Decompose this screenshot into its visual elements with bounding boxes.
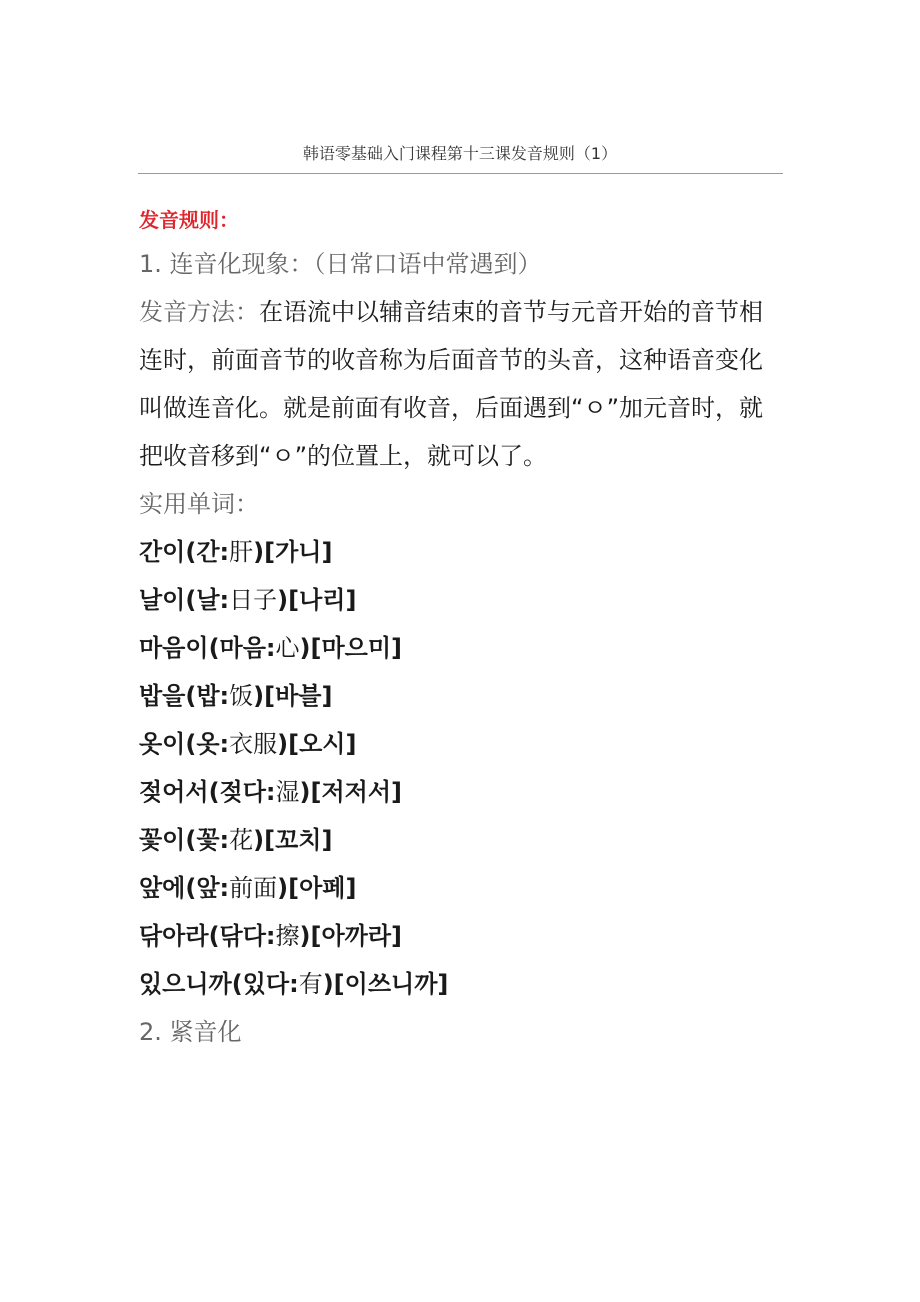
vocab-pronunciation: [바블] <box>264 682 333 710</box>
vocab-word: 마음이 <box>139 634 209 662</box>
point-1-note: （日常口语中常遇到） <box>313 250 542 278</box>
vocab-pronunciation: [가니] <box>264 538 333 566</box>
vocab-word: 앞에 <box>139 874 186 902</box>
vocab-root: 밥 <box>196 682 220 710</box>
vocab-pronunciation: [나리] <box>288 586 357 614</box>
vocab-pronunciation: [꼬치] <box>264 826 333 854</box>
vocab-root: 꽃 <box>196 826 220 854</box>
vocab-meaning: 有 <box>298 970 323 998</box>
vocab-item: 옷이(옷:衣服)[오시] <box>139 730 357 758</box>
vocab-meaning: 湿 <box>275 778 300 806</box>
vocab-item: 닦아라(닦다:擦)[아까라] <box>139 922 402 950</box>
header-divider <box>138 173 783 174</box>
vocab-meaning: 心 <box>275 634 300 662</box>
vocab-meaning: 前面 <box>229 874 278 902</box>
vocab-root: 간 <box>196 538 220 566</box>
point-2-number: 2. <box>139 1018 162 1046</box>
vocab-word: 밥을 <box>139 682 186 710</box>
vocab-meaning: 花 <box>229 826 254 854</box>
vocab-word: 날이 <box>139 586 186 614</box>
section-title: 发音规则： <box>139 208 239 232</box>
document-body <box>139 200 779 1056</box>
vocab-item: 마음이(마음:心)[마으미] <box>139 634 402 662</box>
method-label: 发音方法： <box>139 298 259 326</box>
vocab-item: 간이(간:肝)[가니] <box>139 538 333 566</box>
vocab-word: 젖어서 <box>139 778 209 806</box>
vocab-item: 있으니까(있다:有)[이쓰니까] <box>139 970 449 998</box>
vocab-meaning: 擦 <box>275 922 300 950</box>
vocab-root: 젖다 <box>219 778 266 806</box>
vocab-meaning: 衣服 <box>229 730 278 758</box>
method-text: 在语流中以辅音结束的音节与元音开始的音节相连时，前面音节的收音称为后面音节的头音，这种语音变化叫做连音化。就是前面有收音，后面遇到“ㅇ”加元音时，就把收音移到“ㅇ”的位置上，就可以了。 <box>139 298 764 470</box>
vocab-root: 있다 <box>242 970 290 998</box>
vocab-word: 있으니까 <box>139 970 232 998</box>
vocab-item: 앞에(앞:前面)[아페] <box>139 874 357 902</box>
vocab-root: 앞 <box>196 874 220 902</box>
vocab-root: 날 <box>196 586 220 614</box>
vocab-list <box>139 528 779 1008</box>
vocab-meaning: 日子 <box>229 586 278 614</box>
vocab-pronunciation: [아까라] <box>310 922 402 950</box>
page-header-title: 韩语零基础入门课程第十三课发音规则（1） <box>302 144 618 163</box>
method-paragraph <box>139 288 779 480</box>
point-1-heading <box>139 240 779 288</box>
vocab-word: 꽃이 <box>139 826 186 854</box>
point-1-title: 连音化现象： <box>169 250 314 278</box>
vocab-root: 닦다 <box>219 922 266 950</box>
point-2-title: 紧音化 <box>169 1018 242 1046</box>
vocab-item: 밥을(밥:饭)[바블] <box>139 682 333 710</box>
vocab-pronunciation: [이쓰니까] <box>333 970 449 998</box>
vocab-pronunciation: [저저서] <box>310 778 402 806</box>
vocab-label: 实用单词： <box>139 490 259 518</box>
vocab-root: 옷 <box>196 730 220 758</box>
vocab-pronunciation: [아페] <box>288 874 357 902</box>
vocab-word: 닦아라 <box>139 922 209 950</box>
vocab-word: 간이 <box>139 538 186 566</box>
vocab-item: 날이(날:日子)[나리] <box>139 586 357 614</box>
vocab-root: 마음 <box>219 634 266 662</box>
vocab-meaning: 肝 <box>229 538 254 566</box>
point-2-heading <box>139 1008 779 1056</box>
vocab-pronunciation: [오시] <box>288 730 357 758</box>
vocab-item: 젖어서(젖다:湿)[저저서] <box>139 778 402 806</box>
point-1-number: 1. <box>139 250 162 278</box>
vocab-word: 옷이 <box>139 730 186 758</box>
vocab-item: 꽃이(꽃:花)[꼬치] <box>139 826 333 854</box>
vocab-pronunciation: [마으미] <box>310 634 402 662</box>
vocab-meaning: 饭 <box>229 682 254 710</box>
